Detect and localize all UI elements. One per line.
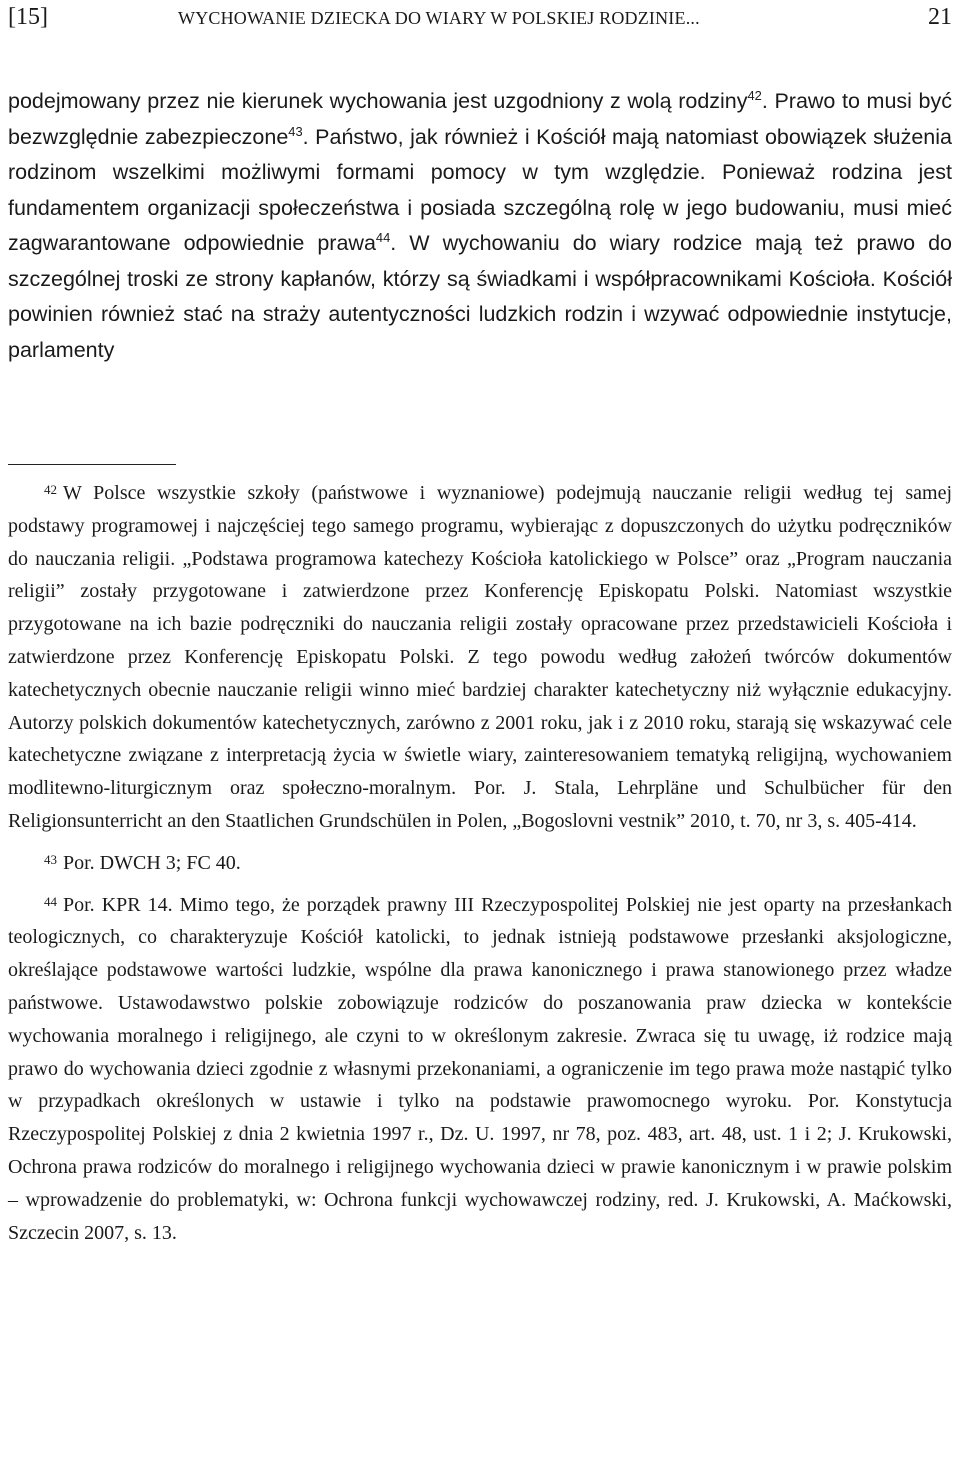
body-text-segment: podejmowany przez nie kierunek wychowania jest uzgodniony z wolą rodziny (8, 89, 748, 113)
footnote-ref-44[interactable]: 44 (375, 229, 391, 245)
footnotes (8, 474, 952, 1255)
footnote-44 (8, 886, 952, 1250)
footnote-number: 44 (44, 893, 57, 909)
body-paragraph (8, 84, 952, 368)
footnote-separator (8, 464, 176, 465)
footnote-number: 42 (44, 482, 57, 497)
body-text-segment: . W wychowaniu do wiary rodzice mają też prawo do szczególnej troski ze strony kapłanów, którzy są świadkami i współpracownikami Kościoła. Kościół powinien również stać na straży autentyczności ludzkich rodzin i wzywać odpowiednie instytucje, parlamenty (8, 231, 952, 362)
body-text-segment: . Państwo, jak również i Kościół mają natomiast obowiązek służenia rodzinom wszelkimi możliwymi formami pomocy w tym względzie. Ponieważ rodzina jest fundamentem organizacji społeczeństwa i posiada szczególną rolę w jego budowaniu, musi mieć zagwarantowane odpowiednie prawa (8, 124, 952, 255)
page (8, 0, 952, 1244)
footnote-42 (8, 474, 952, 838)
body-text-segment: . Prawo to musi być bezwzględnie zabezpieczone (8, 89, 952, 149)
footnote-43 (8, 844, 952, 880)
footnote-text: Por. DWCH 3; FC 40. (63, 851, 241, 874)
footnote-text: Por. KPR 14. Mimo tego, że porządek prawny III Rzeczypospolitej Polskiej nie jest oparty na przesłankach teologicznych, co charakteryzuje Kościół katolicki, to jednak istnieją podstawowe przesłanki aksjologiczne, określające podstawowe wartości ludzkie, wspólne dla prawa kanonicznego i prawa stanowionego przez władze państwowe. Ustawodawstwo polskie zobowiązuje rodziców do poszanowania praw dziecka w kontekście wychowania moralnego i religijnego, ale czyni to w określonym zakresie. Zwraca się tu uwagę, iż rodzice mają prawo do wychowania dzieci zgodnie z własnymi przekonaniami, a ograniczenie im tego prawa może nastąpić tylko w przypadkach określonych w ustawie i tylko na podstawie prawomocnego wyroku. Por. Konstytucja Rzeczypospolitej Polskiej z dnia 2 kwietnia 1997 r., Dz. U. 1997, nr 78, poz. 483, art. 48, ust. 1 i 2; J. Krukowski, Ochrona prawa rodziców do moralnego i religijnego wychowania dzieci w prawie kanonicznym i w prawie polskim – wprowadzenie do problematyki, w: Ochrona funkcji wychowawczej rodziny, red. J. Krukowski, A. Maćkowski, Szczecin 2007, s. 13. (8, 893, 952, 1244)
footnote-text: W Polsce wszystkie szkoły (państwowe i wyznaniowe) podejmują nauczanie religii według tej samej podstawy programowej i najczęściej tego samego programu, wybierając z dopuszczonych do użytku podręczników do nauczania religii. „Podstawa programowa katechezy Kościoła katolickiego w Polsce” oraz „Program nauczania religii” zostały przygotowane i zatwierdzone przez Konferencję Episkopatu Polski. Natomiast wszystkie przygotowane na ich bazie podręczniki do nauczania religii zostały opracowane przez przedstawicieli Kościoła i zatwierdzone przez Konferencję Episkopatu Polski. Z tego powodu według założeń twórców dokumentów katechetycznych obecnie nauczanie religii winno mieć bardziej charakter katechetyczny niż wyłącznie edukacyjny. Autorzy polskich dokumentów katechetycznych, zarówno z 2001 roku, jak i z 2010 roku, starają się wskazywać cele katechetyczne związane z interpretacją życia w świetle wiary, zainteresowaniem tematyką religijną, wychowaniem modlitewno-liturgicznym oraz społeczno-moralnym. Por. J. Stala, Lehrpläne und Schulbücher für den Religionsunterricht an den Staatlichen Grundschülen in Polen, „Bogoslovni vestnik” 2010, t. 70, nr 3, s. 405-414. (8, 482, 952, 832)
running-head (8, 2, 952, 42)
footnote-ref-43[interactable]: 43 (288, 123, 303, 139)
footnote-number: 43 (44, 851, 57, 867)
running-title: WYCHOWANIE DZIECKA DO WIARY W POLSKIEJ RODZINIE... (178, 8, 700, 28)
footnote-ref-42[interactable]: 42 (747, 87, 762, 103)
page-number: 21 (928, 4, 952, 30)
section-number: [15] (8, 4, 48, 30)
